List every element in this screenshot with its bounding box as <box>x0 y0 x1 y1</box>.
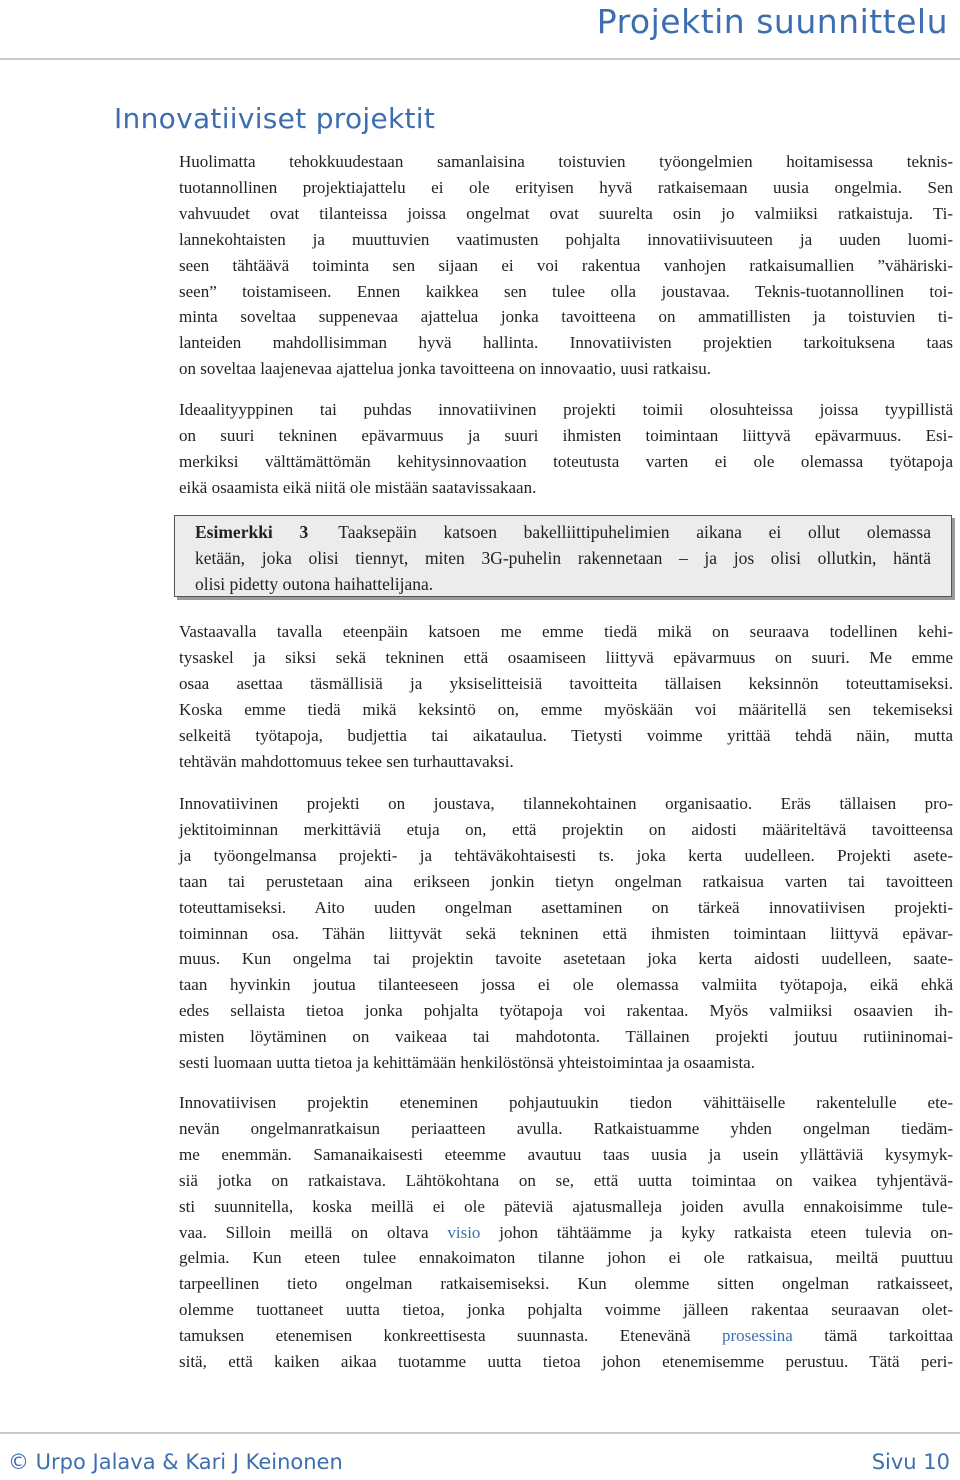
text-line: minta soveltaa suppenevaa ajattelua jonka tavoitteena on ammatillisten ja toistuvien ti- <box>179 307 953 327</box>
text-line: ja työongelmansa projekti- ja tehtäväkohtaisesti ts. joka kerta uudelleen. Projekti asete- <box>179 845 953 865</box>
text-line: sti suunnitella, koska meillä ei ole päteviä ajatusmalleja joiden avulla ennakoisimme tule- <box>179 1196 953 1216</box>
visio-link[interactable]: visio <box>447 1222 481 1242</box>
text-line: toiminnan osa. Tähän liittyvät sekä tekninen että ihmisten toimintaan liittyvä epävar- <box>179 923 953 943</box>
text-line: merkiksi välttämättömän kehitysinnovaation toteutusta varten ei ole olemassa työtapoja <box>179 451 953 471</box>
text-line: jektitoiminnan merkittäviä etuja on, että projektin on aidosti määriteltävä tavoitteensa <box>179 819 953 839</box>
text-line: on suuri tekninen epävarmuus ja suuri ihmisten toimintaan liittyvä epävarmuus. Esi- <box>179 425 953 445</box>
text-line: tuotannollinen projektiajattelu ei ole erityisen hyvä ratkaisemaan uusia ongelmia. Sen <box>179 177 953 197</box>
section-heading: Innovatiiviset projektit <box>114 102 436 135</box>
text-line: gelmia. Kun eteen tulee ennakoimaton tilanne johon ei ole ratkaisua, meiltä puuttuu <box>179 1248 953 1268</box>
text-line: edes sellaista tietoa jonka pohjalta työtapoja voi rakentaa. Myös valmiiksi osaavien ih- <box>179 1001 953 1021</box>
text-line: Huolimatta tehokkuudestaan samanlaisina toistuvien työongelmien hoitamisessa teknis- <box>179 152 953 171</box>
text-line: toteuttamiseksi. Aito uuden ongelman asettaminen on tärkeä innovatiivisen projekti- <box>179 897 953 917</box>
text-line: sesti luomaan uutta tietoa ja kehittämään henkilöstönsä yhteistoimintaa ja osaamista. <box>179 1053 755 1073</box>
text-line: tysaskel ja siksi sekä tekninen että osaamiseen liittyvä epävarmuus on suuri. Me emme <box>179 647 953 667</box>
prosessina-link[interactable]: prosessina <box>722 1326 793 1346</box>
text-line: taan tai perustetaan aina erikseen jonkin tietyn ongelman ratkaisua varten tai tavoitteen <box>179 871 953 891</box>
footer-copyright: © Urpo Jalava & Kari J Keinonen <box>8 1450 343 1474</box>
text-segment: tamuksen etenemisen konkreettisesta suunnasta. Etenevänä <box>179 1326 723 1346</box>
example-line-1-text: Taaksepäin katsoen bakelliittipuhelimien aikana ei ollut olemassa <box>338 522 931 542</box>
header-divider <box>0 58 960 60</box>
text-line: nevän ongelmanratkaisun periaatteen avulla. Ratkaistuamme yhden ongelman tiedäm- <box>179 1118 953 1138</box>
example-line <box>195 519 931 545</box>
text-line: Ideaalityyppinen tai puhdas innovatiivinen projekti toimii olosuhteissa joissa tyypillistä <box>179 400 953 419</box>
paragraph-4 <box>179 791 953 1076</box>
text-line: Koska emme tiedä mikä keksintö on, emme myöskään voi määritellä sen tekemiseksi <box>179 699 953 719</box>
text-line: tehtävän mahdottomuus tekee sen turhauttavaksi. <box>179 751 514 771</box>
text-line: seen tähtäävä toiminta sen sijaan ei voi rakentua vanhojen ratkaisumallien ”vähäriski- <box>179 255 953 275</box>
example-text <box>195 519 931 597</box>
text-line: sitä, että kaiken aikaa tuotamme uutta tietoa johon etenemisemme perustuu. Tätä peri- <box>179 1352 953 1372</box>
text-segment: tämä tarkoittaa <box>792 1326 954 1346</box>
example-line: ketään, joka olisi tiennyt, miten 3G-puhelin rakennetaan – ja jos olisi ollutkin, häntä <box>195 548 931 568</box>
footer-divider <box>0 1432 960 1434</box>
text-line: siä jotka on ratkaistava. Lähtökohtana on se, että uutta toimintaa on vaikea tyhjentävä- <box>179 1170 953 1190</box>
text-line: me enemmän. Samanaikaisesti eteemme avautuu taas uusia ja usein yllättäviä kysymyk- <box>179 1144 953 1164</box>
paragraph-2 <box>179 397 953 501</box>
text-line: seen” toistamiseen. Ennen kaikkea sen tulee olla joustavaa. Teknis-tuotannollinen toi- <box>179 281 953 301</box>
text-line: on soveltaa laajenevaa ajattelua jonka tavoitteena on innovaatio, uusi ratkaisu. <box>179 359 711 379</box>
page-header-title: Projektin suunnittelu <box>596 2 948 41</box>
text-line: lanteiden mahdollisimman hyvä hallinta. Innovatiivisten projektien tarkoituksena taas <box>179 333 953 353</box>
text-line: Innovatiivisen projektin eteneminen pohjautuukin tiedon vähittäiselle rakentelulle ete- <box>179 1093 953 1112</box>
text-line: vahvuudet ovat tilanteissa joissa ongelmat ovat suurelta osin jo valmiiksi ratkaistuja. Ti- <box>179 203 953 223</box>
text-line: olemme tuottaneet uutta tietoa, jonka pohjalta voimme jälleen rakentaa seuraavan olet- <box>179 1300 953 1320</box>
text-line: Innovatiivinen projekti on joustava, tilannekohtainen organisaatio. Eräs tällaisen pro- <box>179 794 953 813</box>
paragraph-5 <box>179 1090 953 1375</box>
text-line: muus. Kun ongelma tai projektin tavoite asetetaan joka kerta aidosti uudelleen, saate- <box>179 949 953 969</box>
text-segment: johon tähtäämme ja kyky ratkaista eteen tulevia on- <box>480 1222 953 1242</box>
page-number: Sivu 10 <box>871 1450 950 1474</box>
text-line: misten löytäminen on vaikeaa tai mahdotonta. Tällainen projekti joutuu rutiininomai- <box>179 1027 953 1047</box>
text-line: tarpeellinen tieto ongelman ratkaisemiseksi. Kun olemme sitten ongelman ratkaisseet, <box>179 1274 953 1294</box>
paragraph-3 <box>179 619 953 774</box>
text-line <box>179 1323 953 1349</box>
text-line <box>179 1220 953 1246</box>
example-label: Esimerkki 3 <box>195 522 309 542</box>
example-line: olisi pidetty outona haihattelijana. <box>195 574 434 594</box>
text-line: lannekohtaisten ja muuttuvien vaatimusten pohjalta innovatiivisuuteen ja uuden luomi- <box>179 229 953 249</box>
paragraph-1 <box>179 149 953 382</box>
text-line: selkeitä työtapoja, budjettia tai aikataulua. Tietysti voimme yrittää tehdä näin, mutta <box>179 725 953 745</box>
text-line: Vastaavalla tavalla eteenpäin katsoen me emme tiedä mikä on seuraava todellinen kehi- <box>179 622 953 641</box>
text-segment: vaa. Silloin meillä on oltava <box>179 1222 448 1242</box>
text-line: taan hyvinkin joutua tilanteeseen jossa ei ole olemassa valmiita työtapoja, eikä ehkä <box>179 975 953 995</box>
text-line: eikä osaamista eikä niitä ole mistään saatavissakaan. <box>179 477 537 497</box>
text-line: osaa asettaa täsmällisiä ja yksiselitteisiä tavoitteita tällaisen keksinnön toteuttamiseksi. <box>179 673 953 693</box>
